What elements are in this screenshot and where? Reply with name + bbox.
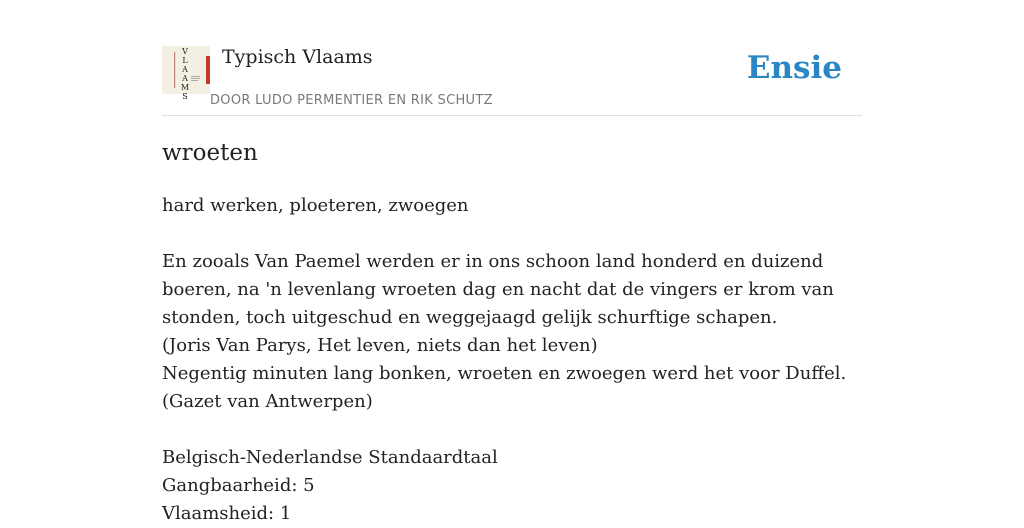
entry-gangbaarheid: Gangbaarheid: 5 [162,475,315,496]
example-source: (Joris Van Parys, Het leven, niets dan het leven) [162,335,598,356]
book-authors: DOOR LUDO PERMENTIER EN RIK SCHUTZ [210,93,493,108]
logo-accent-stripe [206,56,210,84]
ensie-brand-logo[interactable]: Ensie [746,50,842,86]
book-logo-icon [162,46,210,101]
entry-vlaamsheid: Vlaamsheid: 1 [162,503,292,524]
book-title-link[interactable]: Typisch Vlaams [222,46,373,68]
logo-letter: A [182,65,188,74]
logo-letter: L [182,56,188,65]
logo-letter: A [182,74,188,83]
entry-language-register: Belgisch-Nederlandse Standaardtaal [162,447,498,468]
example-quote: Negentig minuten lang bonken, wroeten en zwoegen werd het voor Duffel. [162,363,847,384]
logo-letter: M [180,83,190,92]
entry-body [162,192,862,528]
page [162,0,862,524]
spacer [162,416,862,444]
entry-term: wroeten [162,140,258,166]
header [162,0,862,116]
logo-letter: S [182,92,188,101]
book-logo[interactable] [162,46,210,101]
entry-definition: hard werken, ploeteren, zwoegen [162,195,469,216]
example-quote: En zooals Van Paemel werden er in ons schoon land honderd en duizend boeren, na 'n levenlang wroeten dag en nacht dat de vingers er krom van stonden, toch uitgeschud en weggejaagd gelijk schurftige schapen. [162,251,834,328]
spacer [162,220,862,248]
logo-letter: V [182,47,188,56]
example-source: (Gazet van Antwerpen) [162,391,373,412]
